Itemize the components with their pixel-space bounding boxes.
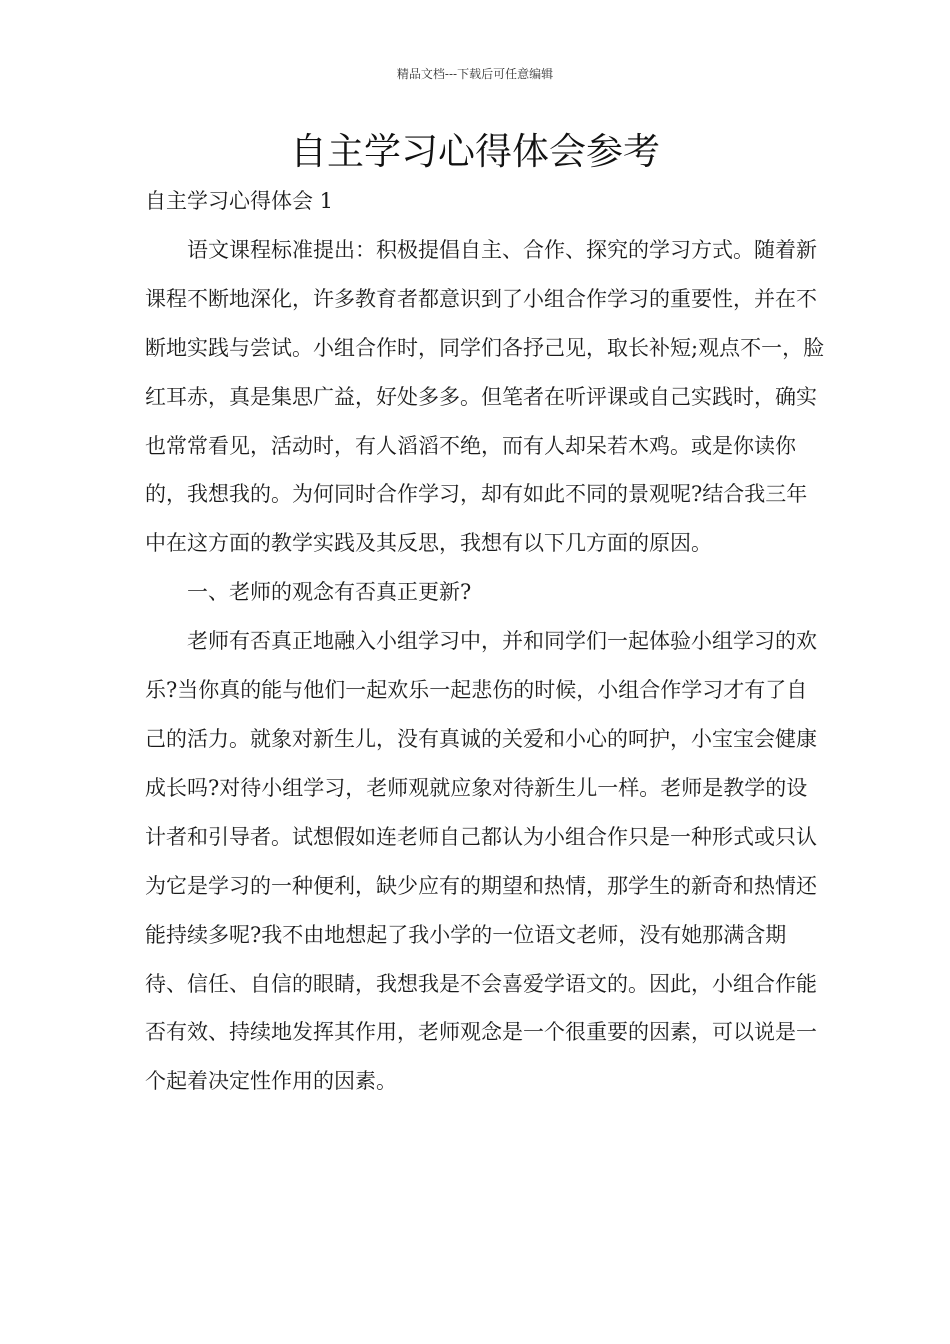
section-heading: 自主学习心得体会 1 <box>145 189 334 213</box>
document-body <box>145 177 825 1106</box>
paragraph-intro: 语文课程标准提出：积极提倡自主、合作、探究的学习方式。随着新课程不断地深化，许多教育者都意识到了小组合作学习的重要性，并在不断地实践与尝试。小组合作时，同学们各抒己见，取长补短;观点不一，脸红耳赤，真是集思广益，好处多多。但笔者在听评课或自己实践时，确实也常常看见，活动时，有人滔滔不绝，而有人却呆若木鸡。或是你读你的，我想我的。为何同时合作学习，却有如此不同的景观呢?结合我三年中在这方面的教学实践及其反思，我想有以下几方面的原因。 <box>145 237 825 556</box>
header-note: 精品文档---下载后可任意编辑 <box>396 67 554 81</box>
paragraph-teacher-concept: 老师有否真正地融入小组学习中，并和同学们一起体验小组学习的欢乐?当你真的能与他们一起欢乐一起悲伤的时候，小组合作学习才有了自己的活力。就象对新生儿，没有真诚的关爱和小心的呵护，小宝宝会健康成长吗?对待小组学习，老师观就应象对待新生儿一样。老师是教学的设计者和引导者。试想假如连老师自己都认为小组合作只是一种形式或只认为它是学习的一种便利，缺少应有的期望和热情，那学生的新奇和热情还能持续多呢?我不由地想起了我小学的一位语文老师，没有她那满含期待、信任、自信的眼睛，我想我是不会喜爱学语文的。因此，小组合作能否有效、持续地发挥其作用，老师观念是一个很重要的因素，可以说是一个起着决定性作用的因素。 <box>145 629 817 1094</box>
subheading-teacher-concept: 一、老师的观念有否真正更新? <box>187 580 472 605</box>
document-title: 自主学习心得体会参考 <box>290 130 660 173</box>
